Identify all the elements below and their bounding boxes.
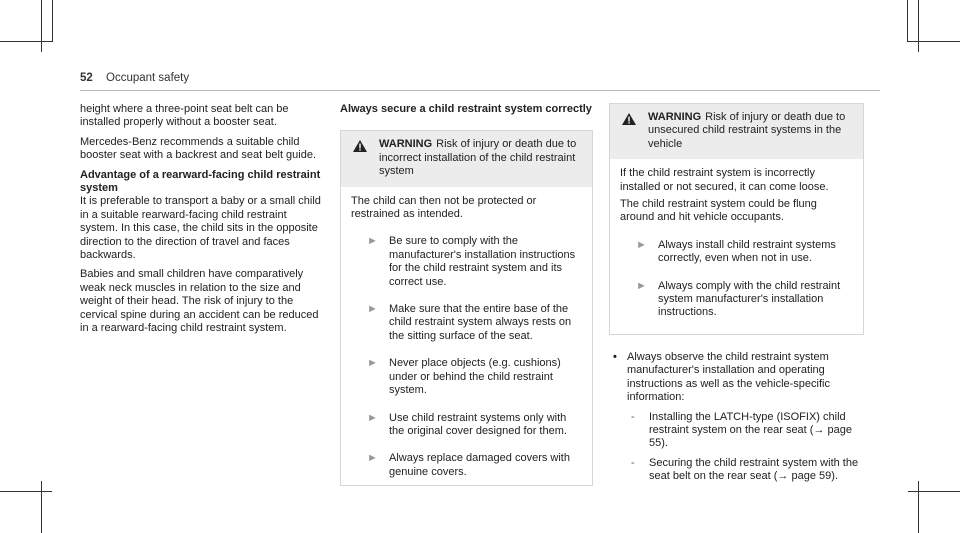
section-heading: Always secure a child restraint system correctly: [340, 103, 592, 115]
link-text[interactable]: Installing the LATCH-type (ISOFIX) child restraint system on the rear seat (→ page 55).: [649, 410, 852, 450]
list-item: [357, 452, 582, 479]
list-item: [357, 235, 582, 289]
link-text[interactable]: Securing the child restraint system with the seat belt on the rear seat (→ page 59).: [649, 456, 859, 483]
bullet-item: [609, 351, 864, 405]
paragraph: Babies and small children have comparatively weak neck muscles in relation to the size and weight of their head. The risk of injury to the cervical spine during an accident can be reduced in a rearward-facing child restraint system.: [80, 268, 319, 335]
page-number: 52: [80, 72, 93, 84]
crop-mark: [52, 0, 53, 42]
arrow-icon: ►: [367, 452, 378, 465]
section-title: Occupant safety: [106, 72, 190, 84]
crop-mark: [41, 481, 42, 533]
list-item: [357, 412, 582, 439]
warning-title: Risk of injury or death due to incorrect installation of the child restraint system: [379, 138, 577, 178]
warning-label: WARNING: [379, 138, 433, 151]
step-text: Always replace damaged covers with genuine covers.: [389, 452, 570, 478]
paragraph: The child restraint system could be flung around and hit vehicle occupants.: [620, 198, 817, 224]
step-text: Never place objects (e.g. cushions) under or behind the child restraint system.: [389, 357, 561, 397]
column-1: [80, 103, 325, 342]
step-text: Always install child restraint systems correctly, even when not in use.: [658, 238, 836, 265]
step-text: Use child restraint systems only with the original cover designed for them.: [389, 411, 567, 437]
crop-mark: [907, 0, 908, 42]
bullet-text: Always observe the child restraint system manufacturer's installation and operating instructions as well as the vehicle-specific information:: [627, 350, 830, 404]
warning-header: [610, 104, 863, 159]
list-item: [626, 280, 853, 320]
warning-title: Risk of injury or death due to unsecured child restraint systems in the vehicle: [648, 111, 846, 150]
warning-header: [341, 131, 592, 186]
crop-mark: [0, 491, 52, 492]
crop-mark: [908, 491, 960, 492]
column-2: [340, 103, 593, 486]
warning-box: [609, 103, 864, 335]
list-item: [357, 357, 582, 397]
sub-item: [627, 457, 864, 484]
paragraph: The child can then not be protected or restrained as intended.: [351, 194, 537, 221]
crop-mark: [41, 0, 42, 52]
crop-mark: [918, 481, 919, 533]
paragraph: If the child restraint system is incorrectly installed or not secured, it can come loose.: [620, 167, 829, 193]
warning-box: [340, 130, 593, 486]
header-rule: [80, 90, 880, 91]
arrow-icon: ►: [636, 279, 647, 292]
list-item: [357, 303, 582, 343]
warning-icon: [353, 140, 367, 156]
crop-mark: [0, 41, 52, 42]
warning-icon: [622, 113, 636, 129]
dash-icon: -: [631, 456, 635, 469]
crop-mark: [918, 0, 919, 52]
dash-icon: -: [631, 410, 635, 423]
paragraph: Mercedes-Benz recommends a suitable child booster seat with a backrest and seat belt guide.: [80, 135, 317, 162]
paragraph: It is preferable to transport a baby or a small child in a suitable rearward-facing child restraint system. In this case, the child sits in the opposite direction to the direction of travel and faces backwards.: [80, 195, 321, 262]
crop-mark: [908, 41, 960, 42]
bullet-icon: •: [613, 350, 617, 363]
section-heading: Advantage of a rearward-facing child restraint system: [80, 168, 321, 195]
arrow-icon: ►: [636, 238, 647, 251]
arrow-icon: ►: [367, 235, 378, 248]
step-text: Be sure to comply with the manufacturer's installation instructions for the child restraint system and its correct use.: [389, 235, 576, 288]
warning-body: [341, 187, 592, 486]
warning-body: [610, 159, 863, 334]
paragraph: height where a three-point seat belt can be installed properly without a booster seat.: [80, 103, 289, 129]
step-text: Make sure that the entire base of the child restraint system always rests on the sitting surface of the seat.: [389, 303, 572, 342]
step-text: Always comply with the child restraint system manufacturer's installation instructions.: [658, 279, 841, 319]
column-3: [609, 103, 864, 484]
page-header: [80, 72, 189, 84]
arrow-icon: ►: [367, 303, 378, 316]
sub-item: [627, 411, 864, 451]
arrow-icon: ►: [367, 411, 378, 424]
arrow-icon: ►: [367, 357, 378, 370]
list-item: [626, 239, 853, 266]
warning-label: WARNING: [648, 111, 702, 123]
